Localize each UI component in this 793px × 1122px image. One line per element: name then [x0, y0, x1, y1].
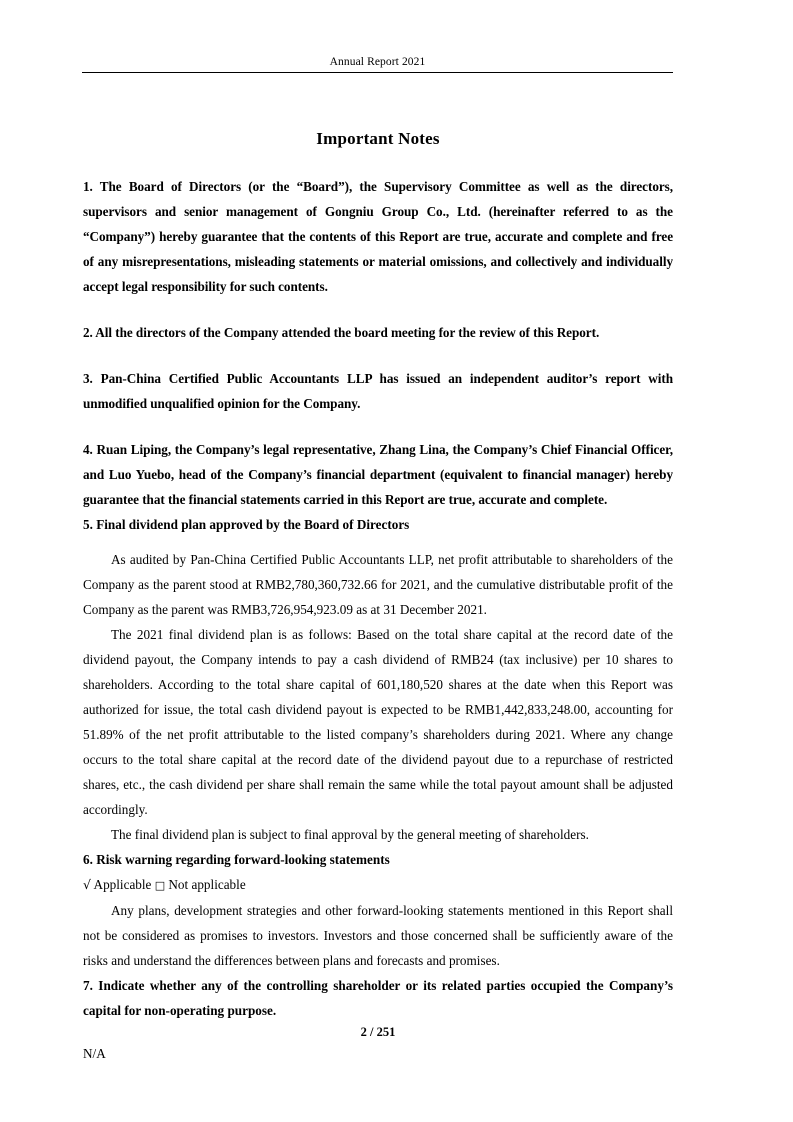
note-item-4: 4. Ruan Liping, the Company’s legal representative, Zhang Lina, the Company’s Chief Financial Officer, and Luo Yuebo, head of the Company’s financial department (equivalent to financial manager) hereby guarantee that the financial statements carried in this Report are true, accurate and complete. — [83, 442, 673, 507]
empty-checkbox-icon: □ — [154, 879, 166, 892]
check-mark-icon: √ — [83, 877, 91, 892]
note-item-6-paragraph: Any plans, development strategies and other forward-looking statements mentioned in this Report shall not be considered as promises to investors. Investors and those concerned shall be sufficiently aware of the risks and understand the differences between plans and forecasts and promises. — [83, 903, 673, 968]
page-title: Important Notes — [316, 129, 440, 148]
note-item-5-heading: 5. Final dividend plan approved by the Board of Directors — [83, 517, 410, 532]
page-number-footer: 2 / 251 — [360, 1025, 396, 1039]
note-item-5-paragraph-1: As audited by Pan-China Certified Public Accountants LLP, net profit attributable to shareholders of the Company as the parent stood at RMB2,780,360,732.66 for 2021, and the cumulative distributable profit of the Company as the parent was RMB3,726,954,923.09 as at 31 December 2021. — [83, 552, 673, 617]
note-item-7-heading: 7. Indicate whether any of the controlling shareholder or its related parties occupied the Company’s capital for non-operating purpose. — [83, 978, 673, 1018]
note-item-3: 3. Pan-China Certified Public Accountants LLP has issued an independent auditor’s report with unmodified unqualified opinion for the Company. — [83, 371, 673, 411]
note-item-5-paragraph-3: The final dividend plan is subject to final approval by the general meeting of shareholders. — [111, 827, 589, 842]
running-header-title: Annual Report 2021 — [329, 56, 426, 68]
note-item-1: 1. The Board of Directors (or the “Board”), the Supervisory Committee as well as the directors, supervisors and senior management of Gongniu Group Co., Ltd. (hereinafter referred to as the “Company”) hereby guarantee that the contents of this Report are true, accurate and complete and free of any misrepresentations, misleading statements or material omissions, and collectively and individually accept legal responsibility for such contents. — [83, 179, 673, 294]
note-item-2: 2. All the directors of the Company attended the board meeting for the review of this Report. — [83, 325, 600, 340]
note-item-5-paragraph-2: The 2021 final dividend plan is as follows: Based on the total share capital at the record date of the dividend payout, the Company intends to pay a cash dividend of RMB24 (tax inclusive) per 10 shares to shareholders. According to the total share capital of 601,180,520 shares at the date when this Report was authorized for issue, the total cash dividend payout is expected to be RMB1,442,833,248.00, accounting for 51.89% of the net profit attributable to the listed company’s shareholders during 2021. Where any change occurs to the total share capital at the record date of the dividend payout due to a repurchase of restricted shares, etc., the cash dividend per share shall remain the same while the total payout amount shall be adjusted accordingly. — [83, 627, 673, 817]
note-item-6-applicability-row — [83, 872, 673, 898]
note-item-7-answer: N/A — [83, 1046, 106, 1061]
not-applicable-label: Not applicable — [168, 877, 246, 892]
applicable-label: Applicable — [93, 877, 152, 892]
note-item-6-heading: 6. Risk warning regarding forward-looking statements — [83, 852, 390, 867]
header-divider-rule — [82, 72, 673, 73]
running-header — [82, 55, 673, 73]
document-content — [83, 126, 673, 1066]
